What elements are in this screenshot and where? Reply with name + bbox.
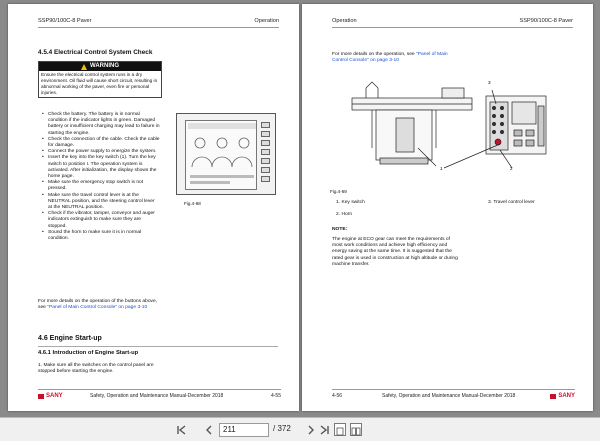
intro-paragraph <box>332 52 460 64</box>
page-number-input[interactable]: 211 <box>219 423 269 437</box>
header-right: SSP90/100C-8 Paver <box>519 18 573 24</box>
sany-logo-text: SANY <box>46 393 63 399</box>
note-text: The engine at ECO gear can meet the requirements of most work conditions and achieve high efficiency and energy saving at the same time. It is suggested that the rated gear is used in construction at high altitude or during machine transfer. <box>332 237 458 267</box>
viewer-toolbar <box>0 417 600 441</box>
legend-item: 2. Horn <box>336 212 353 217</box>
page-number: 4-56 <box>332 393 343 399</box>
display-panel-figure <box>176 113 276 195</box>
left-page <box>8 4 299 411</box>
list-item: • Sound the horn to make sure it is in normal condition. <box>42 230 160 242</box>
display-button <box>261 176 270 182</box>
machine-figure-graphic <box>332 78 576 180</box>
step-1: 1. Make sure all the switches on the control panel are stopped before starting the engine. <box>38 363 154 375</box>
last-page-icon <box>318 423 332 437</box>
display-button <box>261 149 270 155</box>
last-page-button[interactable] <box>318 423 332 437</box>
legend-item: 3. Travel control lever <box>488 200 535 205</box>
list-item: • Make sure the travel control lever is at the NEUTRAL position, and the steering control lever at the NEUTRAL position. <box>42 193 160 212</box>
warning-text: Ensure the electrical control system runs in a dry environment. Oil fluid will cause short circuit, resulting in abnormal working of the paver, even fire or personal injuries. <box>41 72 158 95</box>
list-item: • Check the connection of the cable. Check the cable for damage. <box>42 137 160 149</box>
more-details-text: For more details on the operation of the buttons above, see <box>38 299 158 311</box>
callout-2: 2 <box>510 166 513 171</box>
figure-caption: Fig.4-68 <box>184 201 201 206</box>
display-screen-graphic <box>186 121 258 191</box>
footer-text: Safety, Operation and Maintenance Manual-December 2018 <box>90 393 224 399</box>
sany-logo-icon <box>550 394 556 399</box>
single-page-icon <box>335 426 345 437</box>
heading-engine-startup-intro: 4.6.1 Introduction of Engine Start-up <box>38 350 139 356</box>
list-item: • Check if the vibrator, tamper, conveyor and auger indicators extinguish to make sure they are stopped. <box>42 211 160 230</box>
page-footer <box>332 389 575 401</box>
list-item: • Connect the power supply to energize the system. <box>42 149 160 155</box>
display-button <box>261 131 270 137</box>
display-screen <box>185 120 257 190</box>
figure-caption: Fig.4-69 <box>330 189 347 194</box>
next-page-button[interactable] <box>304 423 318 437</box>
bullet-list <box>42 112 160 242</box>
intro-text: For more details on the operation, see <box>332 52 417 57</box>
sany-logo-icon <box>38 394 44 399</box>
display-button <box>261 140 270 146</box>
first-page-button[interactable] <box>174 423 188 437</box>
footer-text: Safety, Operation and Maintenance Manual-December 2018 <box>382 393 516 399</box>
first-page-icon <box>174 423 188 437</box>
list-item: • Make sure the emergency stop switch is not pressed. <box>42 180 160 192</box>
divider <box>38 346 278 347</box>
panel-link[interactable]: "Panel of Main Control Console" on page 3-10 <box>47 305 148 311</box>
machine-figure <box>332 78 576 180</box>
previous-page-button[interactable] <box>202 423 216 437</box>
display-button <box>261 167 270 173</box>
display-button <box>261 122 270 128</box>
single-page-view-button[interactable] <box>334 423 346 436</box>
list-item: • Check the battery. The battery is in normal condition if the indicator lights in green. Damaged battery or insufficient charging may lead to failure in starting the engine. <box>42 112 160 137</box>
warning-header <box>39 62 161 71</box>
sany-logo <box>550 393 575 399</box>
section-title: 4.5.4 Electrical Control System Check <box>38 49 153 56</box>
note-title: NOTE： <box>332 227 351 232</box>
legend-item: 1. Key switch <box>336 200 365 205</box>
chevron-right-icon <box>304 423 318 437</box>
callout-3: 3 <box>488 80 491 85</box>
heading-engine-startup: 4.6 Engine Start-up <box>38 335 102 342</box>
warning-label: WARNING <box>90 63 119 69</box>
header-left: Operation <box>332 18 357 24</box>
page-number: 4-55 <box>270 393 281 399</box>
panel-link[interactable]: "Panel of Main Control Console" on page 3-10 <box>332 52 448 64</box>
two-page-view-button[interactable] <box>350 423 362 436</box>
more-details-paragraph <box>38 299 160 311</box>
right-page <box>302 4 593 411</box>
chevron-left-icon <box>202 423 216 437</box>
sany-logo-text: SANY <box>558 393 575 399</box>
sany-logo <box>38 393 63 399</box>
page-header <box>38 16 279 28</box>
header-left: SSP90/100C-8 Paver <box>38 18 92 24</box>
header-right: Operation <box>254 18 279 24</box>
two-page-icon <box>351 426 361 437</box>
page-total: / 372 <box>273 424 291 433</box>
page-footer <box>38 389 281 401</box>
list-item: • Insert the key into the key switch (1). Turn the key switch to position I. The operation system is activated. After initialization, the display shows the home page. <box>42 155 160 180</box>
warning-box <box>38 61 162 98</box>
warning-triangle-icon <box>81 64 87 70</box>
display-side-buttons <box>261 122 270 185</box>
display-button <box>261 158 270 164</box>
callout-1: 1 <box>440 166 443 171</box>
page-header <box>332 16 573 28</box>
